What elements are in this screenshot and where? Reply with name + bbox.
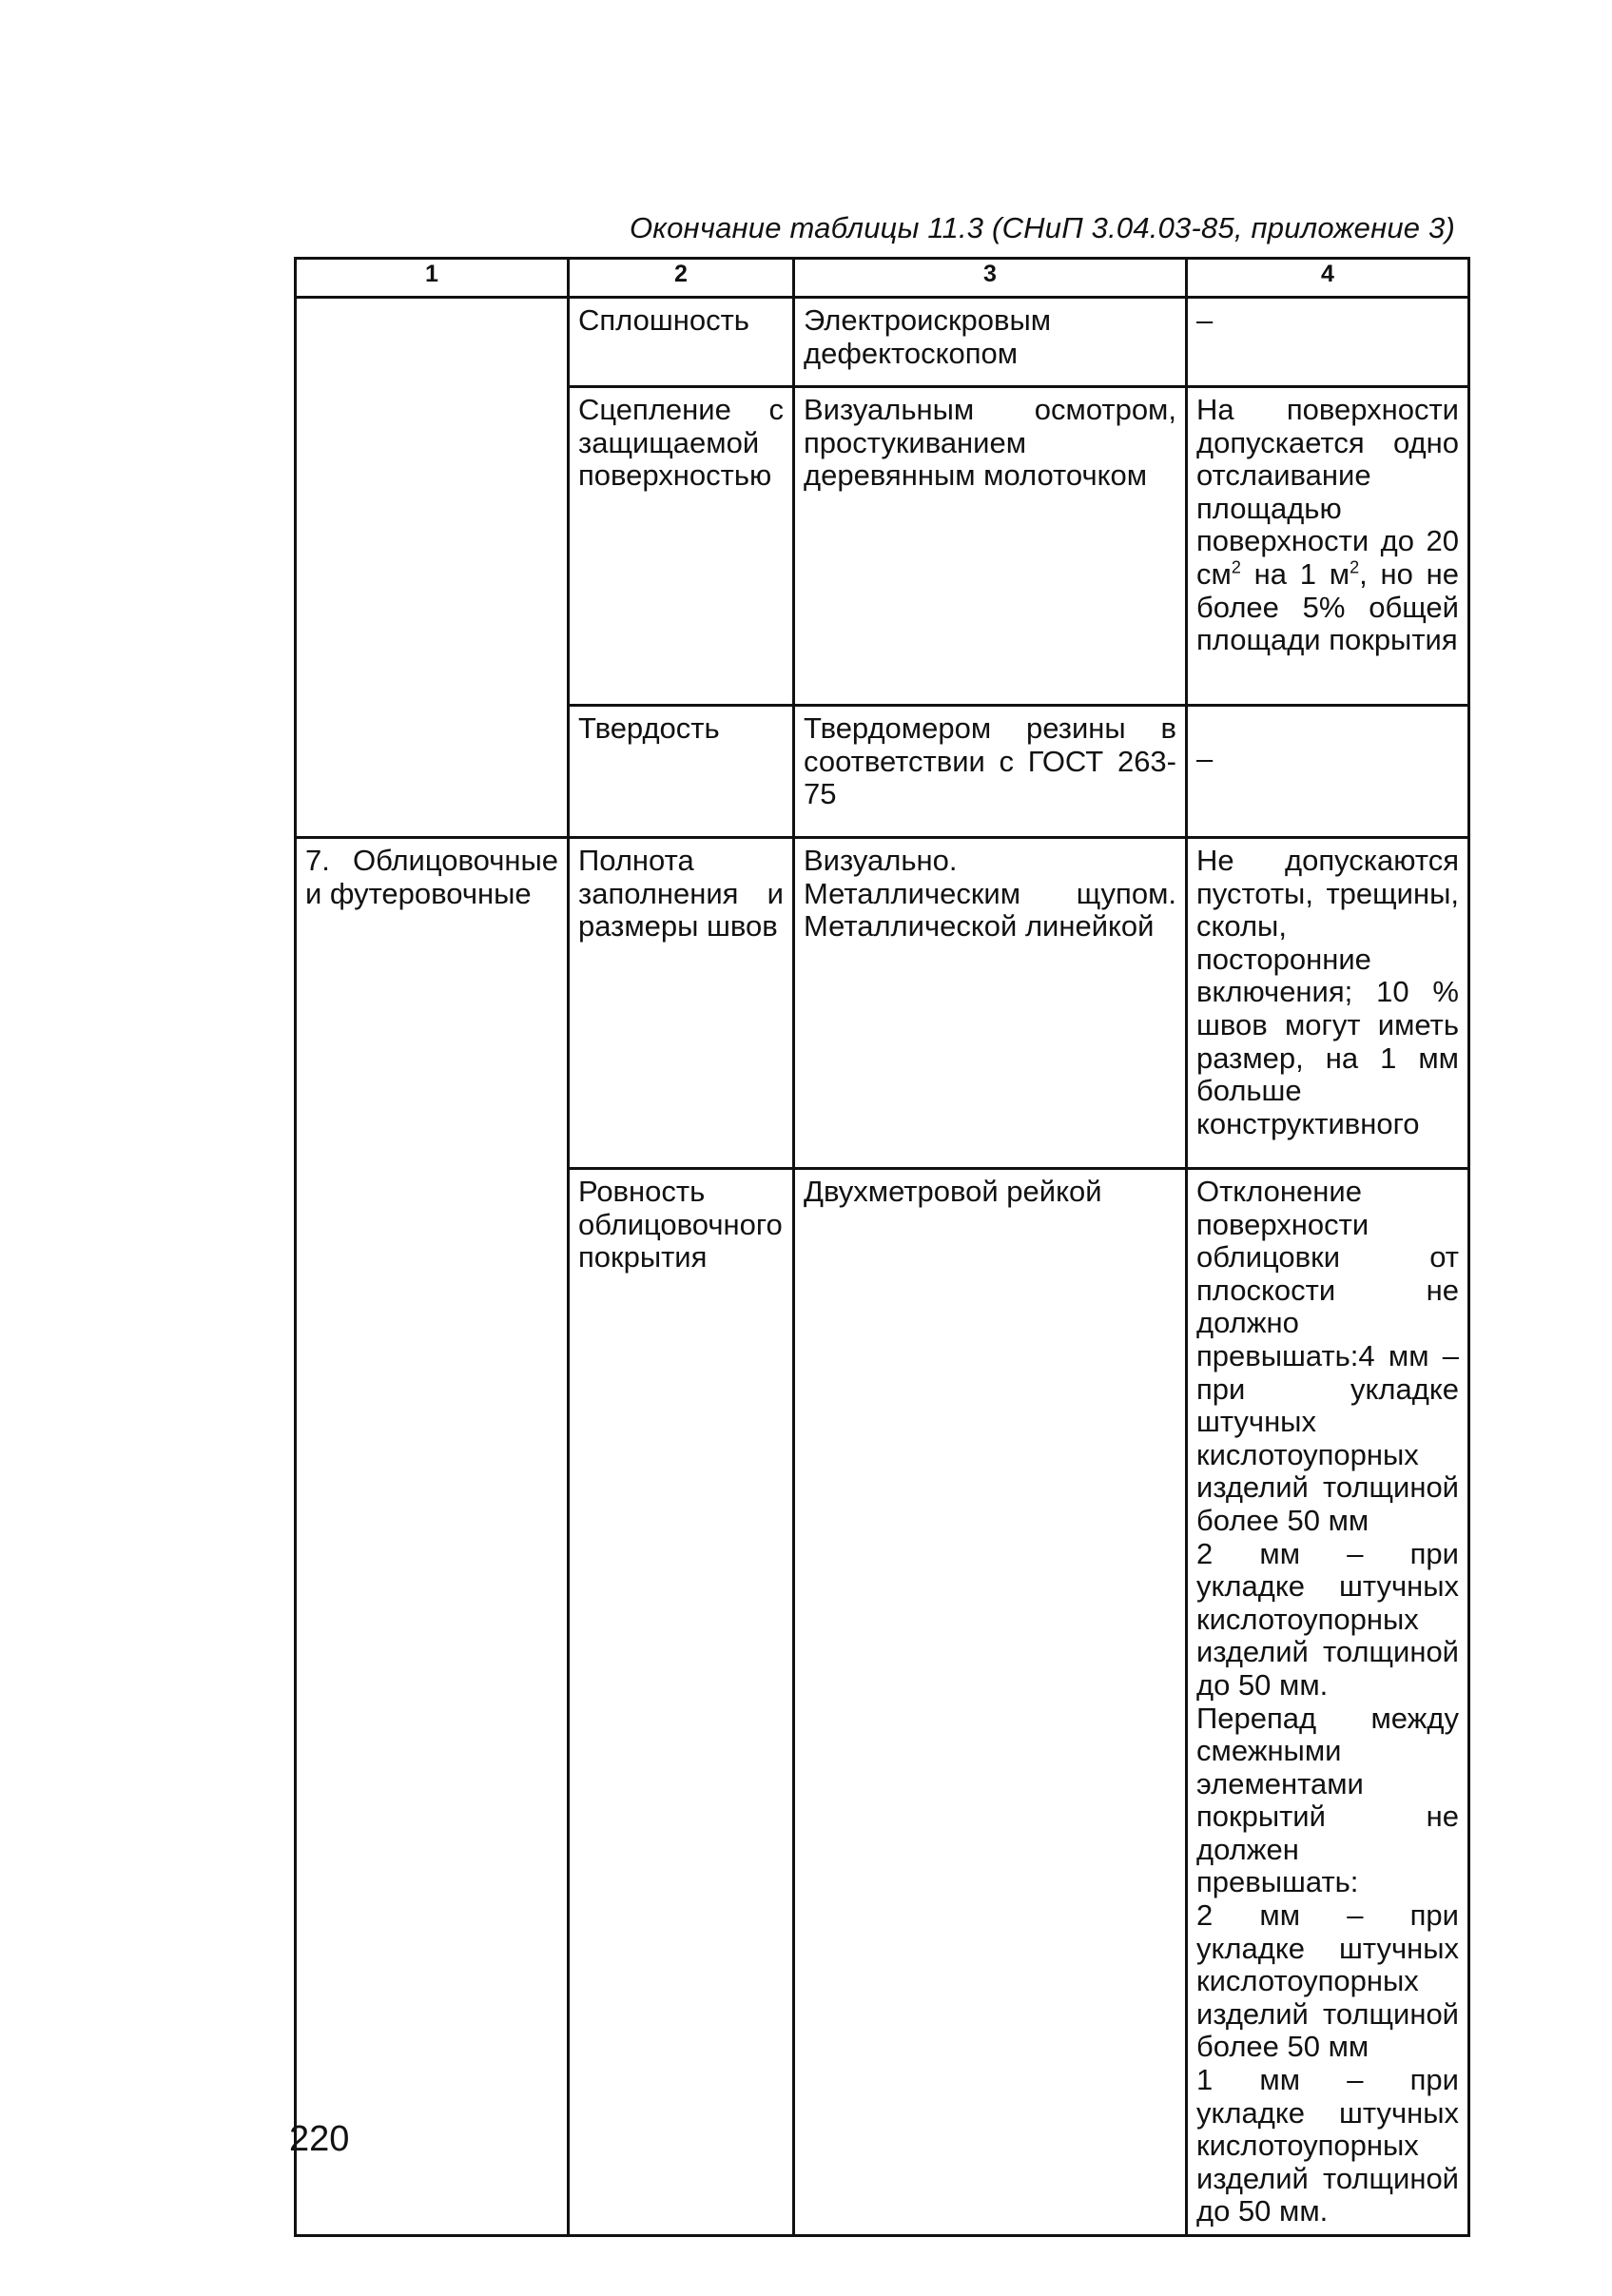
header-col-3: 3 [794,259,1187,298]
row5-col3: Двухметровой рейкой [794,1169,1187,2236]
row1-col4: – [1187,298,1469,387]
table-row [296,298,1469,387]
row5-col4-line: Отклонение поверхности облицовки от плоскости не должно превышать:4 мм – при укладке штучных кислотоупорных изделий толщиной более 50 мм [1196,1175,1459,1537]
row2-col4: На поверхности допускается одно отслаивание площадью поверхности до 20 $см^2$ на 1 $м^2$, но не более 5% общей площади покрытия [1187,387,1469,706]
row5-col4-line: 2 мм – при укладке штучных кислотоупорных изделий толщиной до 50 мм. [1196,1536,1459,1702]
row5-col2: Ровность облицовочного покрытия [569,1169,794,2236]
row5-col4 [1187,1169,1469,2236]
row1-col2: Сплошность [569,298,794,387]
header-col-1: 1 [296,259,569,298]
row4-col1: 7. Облицовочные и футеровочные [296,838,569,2236]
row2-col2: Сцепление с защищаемой поверхностью [569,387,794,706]
row2-col3: Визуальным осмотром, простукиванием деревянным молоточком [794,387,1187,706]
standards-table [294,257,1470,2237]
row5-col4-line: 2 мм – при укладке штучных кислотоупорных изделий толщиной более 50 мм [1196,1898,1459,2064]
row4-col4: Не допускаются пустоты, трещины, сколы, посторонние включения; 10 % швов могут иметь размер, на 1 мм больше конструктивного [1187,838,1469,1169]
row3-col3: Твердомером резины в соответствии с ГОСТ 263-75 [794,706,1187,838]
row4-col3: Визуально. Металлическим щупом. Металлической линейкой [794,838,1187,1169]
header-col-4: 4 [1187,259,1469,298]
table-caption: Окончание таблицы 11.3 (СНиП 3.04.03-85, приложение 3) [629,211,1455,244]
header-col-2: 2 [569,259,794,298]
page-number: 220 [289,2119,350,2159]
table-row [296,838,1469,1169]
empty-cell [296,298,569,838]
row5-col4-line: Перепад между смежными элементами покрытий не должен превышать: [1196,1701,1459,1899]
table-header-row [296,259,1469,298]
row1-col3: Электроискровым дефектоскопом [794,298,1187,387]
row5-col4-line: 1 мм – при укладке штучных кислотоупорных изделий толщиной до 50 мм. [1196,2063,1459,2228]
row4-col2: Полнота заполнения и размеры швов [569,838,794,1169]
row3-col4: – [1187,706,1469,838]
row3-col2: Твердость [569,706,794,838]
